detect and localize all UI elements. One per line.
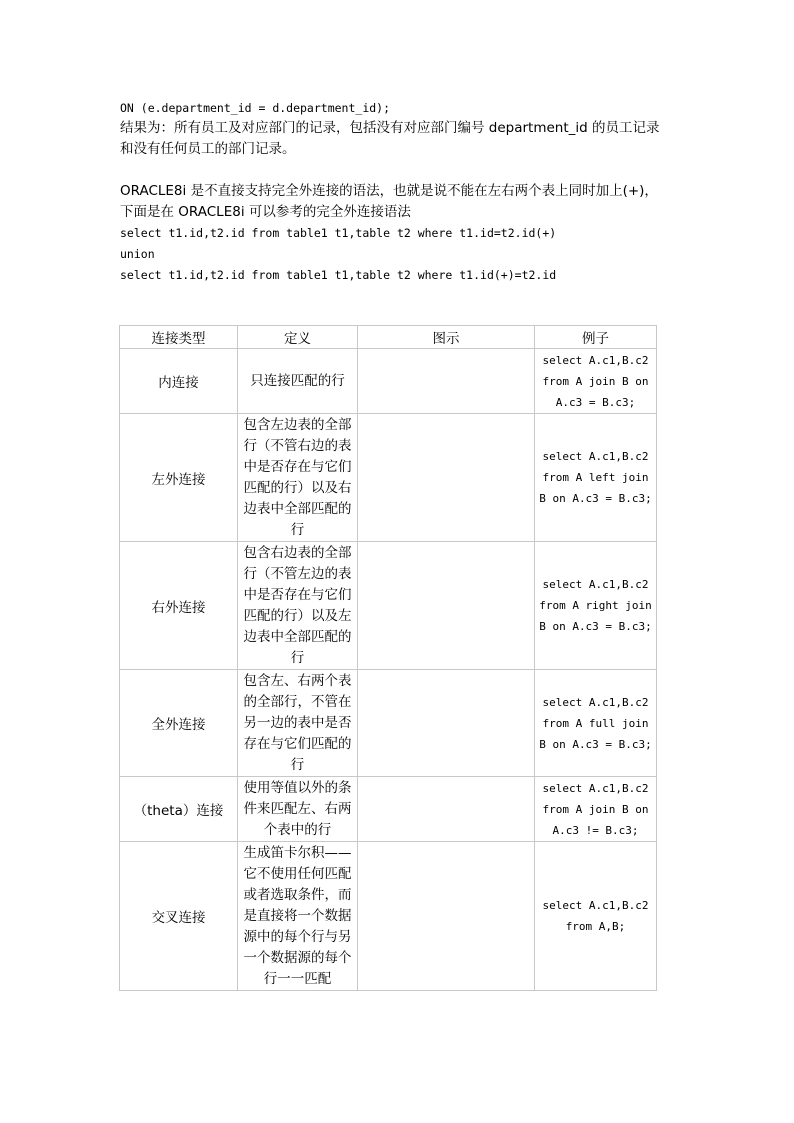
- table-row: [120, 414, 657, 542]
- oracle-note-line1: ORACLE8i 是不直接支持完全外连接的语法，也就是说不能在左右两个表上同时加上(+)，: [120, 183, 658, 199]
- join-type-cell: 左外连接: [120, 414, 238, 542]
- join-types-table: [119, 325, 657, 991]
- sql-code-line1: select t1.id,t2.id from table1 t1,table t2 where t1.id=t2.id(+): [120, 226, 557, 240]
- table-header-row: [120, 326, 657, 349]
- sql-code-union: union: [120, 247, 155, 261]
- table-row: [120, 777, 657, 842]
- table-row: [120, 670, 657, 777]
- example-cell: select A.c1,B.c2 from A full join B on A.c3 = B.c3;: [535, 670, 657, 777]
- example-cell: select A.c1,B.c2 from A join B on A.c3 = B.c3;: [535, 349, 657, 414]
- definition-cell: 包含左边表的全部行（不管右边的表中是否存在与它们匹配的行）以及右边表中全部匹配的行: [238, 414, 358, 542]
- example-cell: select A.c1,B.c2 from A right join B on A.c3 = B.c3;: [535, 542, 657, 670]
- header-diagram: 图示: [358, 326, 535, 349]
- sql-on-clause: ON (e.department_id = d.department_id);: [120, 101, 391, 115]
- diagram-cell: [358, 414, 535, 542]
- join-type-cell: 内连接: [120, 349, 238, 414]
- definition-cell: 生成笛卡尔积——它不使用任何匹配或者选取条件，而是直接将一个数据源中的每个行与另一个数据源的每个行一一匹配: [238, 842, 358, 991]
- diagram-cell: [358, 670, 535, 777]
- result-description-line2: 和没有任何员工的部门记录。: [120, 141, 296, 157]
- table-row: [120, 349, 657, 414]
- example-cell: select A.c1,B.c2 from A left join B on A.c3 = B.c3;: [535, 414, 657, 542]
- diagram-cell: [358, 777, 535, 842]
- definition-cell: 包含左、右两个表的全部行，不管在另一边的表中是否存在与它们匹配的行: [238, 670, 358, 777]
- example-cell: select A.c1,B.c2 from A,B;: [535, 842, 657, 991]
- join-type-cell: （theta）连接: [120, 777, 238, 842]
- diagram-cell: [358, 349, 535, 414]
- join-type-cell: 右外连接: [120, 542, 238, 670]
- join-type-cell: 交叉连接: [120, 842, 238, 991]
- header-example: 例子: [535, 326, 657, 349]
- diagram-cell: [358, 542, 535, 670]
- example-cell: select A.c1,B.c2 from A join B on A.c3 != B.c3;: [535, 777, 657, 842]
- oracle-note-line2: 下面是在 ORACLE8i 可以参考的完全外连接语法: [120, 204, 411, 220]
- header-definition: 定义: [238, 326, 358, 349]
- diagram-cell: [358, 842, 535, 991]
- table-row: [120, 842, 657, 991]
- definition-cell: 包含右边表的全部行（不管左边的表中是否存在与它们匹配的行）以及左边表中全部匹配的行: [238, 542, 358, 670]
- sql-code-line2: select t1.id,t2.id from table1 t1,table t2 where t1.id(+)=t2.id: [120, 268, 557, 282]
- definition-cell: 只连接匹配的行: [238, 349, 358, 414]
- join-type-cell: 全外连接: [120, 670, 238, 777]
- table-row: [120, 542, 657, 670]
- definition-cell: 使用等值以外的条件来匹配左、右两个表中的行: [238, 777, 358, 842]
- result-description-line1: 结果为：所有员工及对应部门的记录，包括没有对应部门编号 department_id 的员工记录: [120, 120, 660, 136]
- header-join-type: 连接类型: [120, 326, 238, 349]
